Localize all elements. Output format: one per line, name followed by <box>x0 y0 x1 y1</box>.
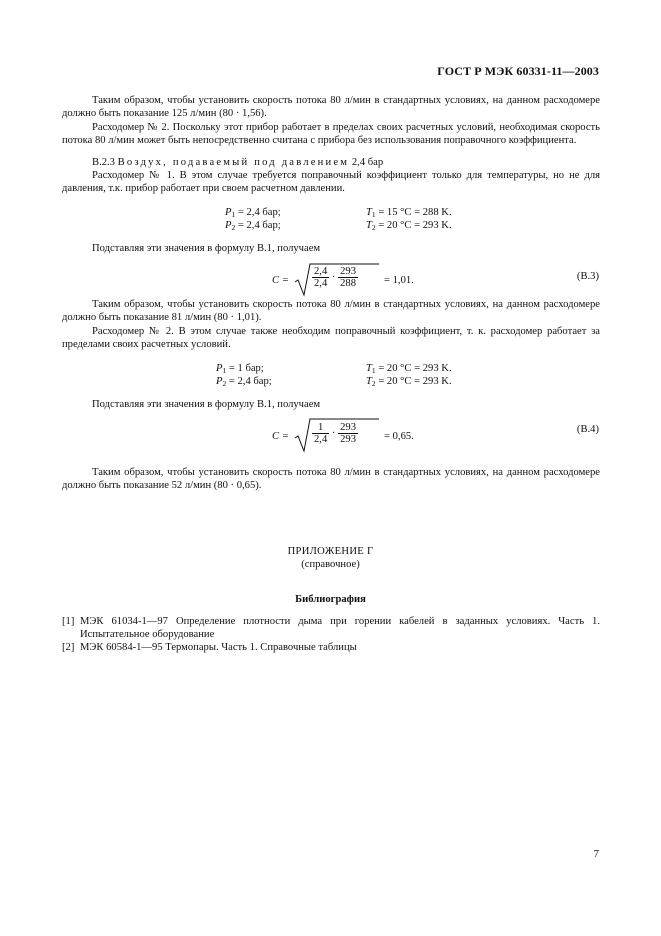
paragraph-flowmeter1-b: Расходомер № 1. В этом случае требуется поправочный коэффициент только для температуры, но не для давления, т.к. прибор работает при своем расчетном давлении. <box>62 170 600 195</box>
bibliography-item: [2] МЭК 60584-1—95 Термопары. Часть 1. Справочные таблицы <box>62 642 357 653</box>
document-header: ГОСТ Р МЭК 60331-11—2003 <box>437 64 599 78</box>
condition-t1: $T_1 = 15$ °C = 288 K. <box>366 207 452 219</box>
condition-p1: $P_1 = 2,4$ бар; <box>225 207 281 219</box>
formula-lhs: C = <box>272 431 289 442</box>
paragraph-flowmeter1-result-a: Таким образом, чтобы установить скорость потока 80 л/мин в стандартных условиях, на данном расходомере должно быть показание 125 л/мин (80 · 1,56). <box>62 95 600 120</box>
formula-result: = 0,65. <box>384 431 414 442</box>
fraction-temperature: $\frac{293}{288}$ <box>340 266 356 289</box>
formula-result: = 1,01. <box>384 275 414 286</box>
formula-b4: C = $\frac{1}{2,4}$ · $\frac{293}{293}$ = 0,65. <box>272 417 432 453</box>
condition-p1: $P_1 = 1$ бар; <box>216 363 264 375</box>
bibliography-item: [1] МЭК 61034-1—97 Определение плотности дыма при горении кабелей в заданных условиях. Часть 1. Испытательное оборудование <box>62 616 600 641</box>
section-number: В.2.3 <box>92 157 115 168</box>
paragraph-flowmeter2-result: Таким образом, чтобы установить скорость потока 80 л/мин в стандартных условиях, на данном расходомере должно быть показание 52 л/мин (80 · 0,65). <box>62 467 600 492</box>
section-heading-b23 <box>92 156 600 169</box>
section-title: Воздух, подаваемый под давлением <box>117 157 350 168</box>
bibliography-heading: Библиография <box>295 594 366 605</box>
condition-p2: $P_2 = 2,4$ бар; <box>216 376 272 388</box>
paragraph-flowmeter1-result-b: Таким образом, чтобы установить скорость потока 80 л/мин в стандартных условиях, на данном расходомере должно быть показание 81 л/мин (80 · 1,01). <box>62 299 600 324</box>
page-number: 7 <box>593 848 599 860</box>
condition-t1: $T_1 = 20$ °C = 293 K. <box>366 363 452 375</box>
fraction-temperature: $\frac{293}{293}$ <box>340 422 356 445</box>
appendix-subtitle: (справочное) <box>301 559 360 570</box>
equation-label-b4: (В.4) <box>576 424 599 435</box>
condition-t2: $T_2 = 20$ °C = 293 K. <box>366 376 452 388</box>
paragraph-flowmeter2-b: Расходомер № 2. В этом случае также необходим поправочный коэффициент, т. к. расходомер работает за пределами своих расчетных условий. <box>62 326 600 351</box>
section-value: 2,4 бар <box>351 157 384 168</box>
formula-b3: C = $\frac{2,4}{2,4}$ · $\frac{293}{288}$ = 1,01. <box>272 262 432 298</box>
fraction-pressure: $\frac{1}{2,4}$ <box>314 422 328 445</box>
equation-label-b3: (В.3) <box>576 271 599 282</box>
condition-t2: $T_2 = 20$ °C = 293 K. <box>366 220 452 232</box>
paragraph-flowmeter2-a: Расходомер № 2. Поскольку этот прибор работает в пределах своих расчетных условий, необходимая скорость потока 80 л/мин может быть непосредственно считана с прибора без использования поправочного коэффициента. <box>62 122 600 147</box>
appendix-title: ПРИЛОЖЕНИЕ Г <box>287 546 374 557</box>
paragraph-substitute-b: Подставляя эти значения в формулу В.1, получаем <box>92 399 321 410</box>
formula-lhs: C = <box>272 275 289 286</box>
fraction-pressure: $\frac{2,4}{2,4}$ <box>314 266 328 289</box>
condition-p2: $P_2 = 2,4$ бар; <box>225 220 281 232</box>
paragraph-substitute-a: Подставляя эти значения в формулу В.1, получаем <box>92 243 321 254</box>
